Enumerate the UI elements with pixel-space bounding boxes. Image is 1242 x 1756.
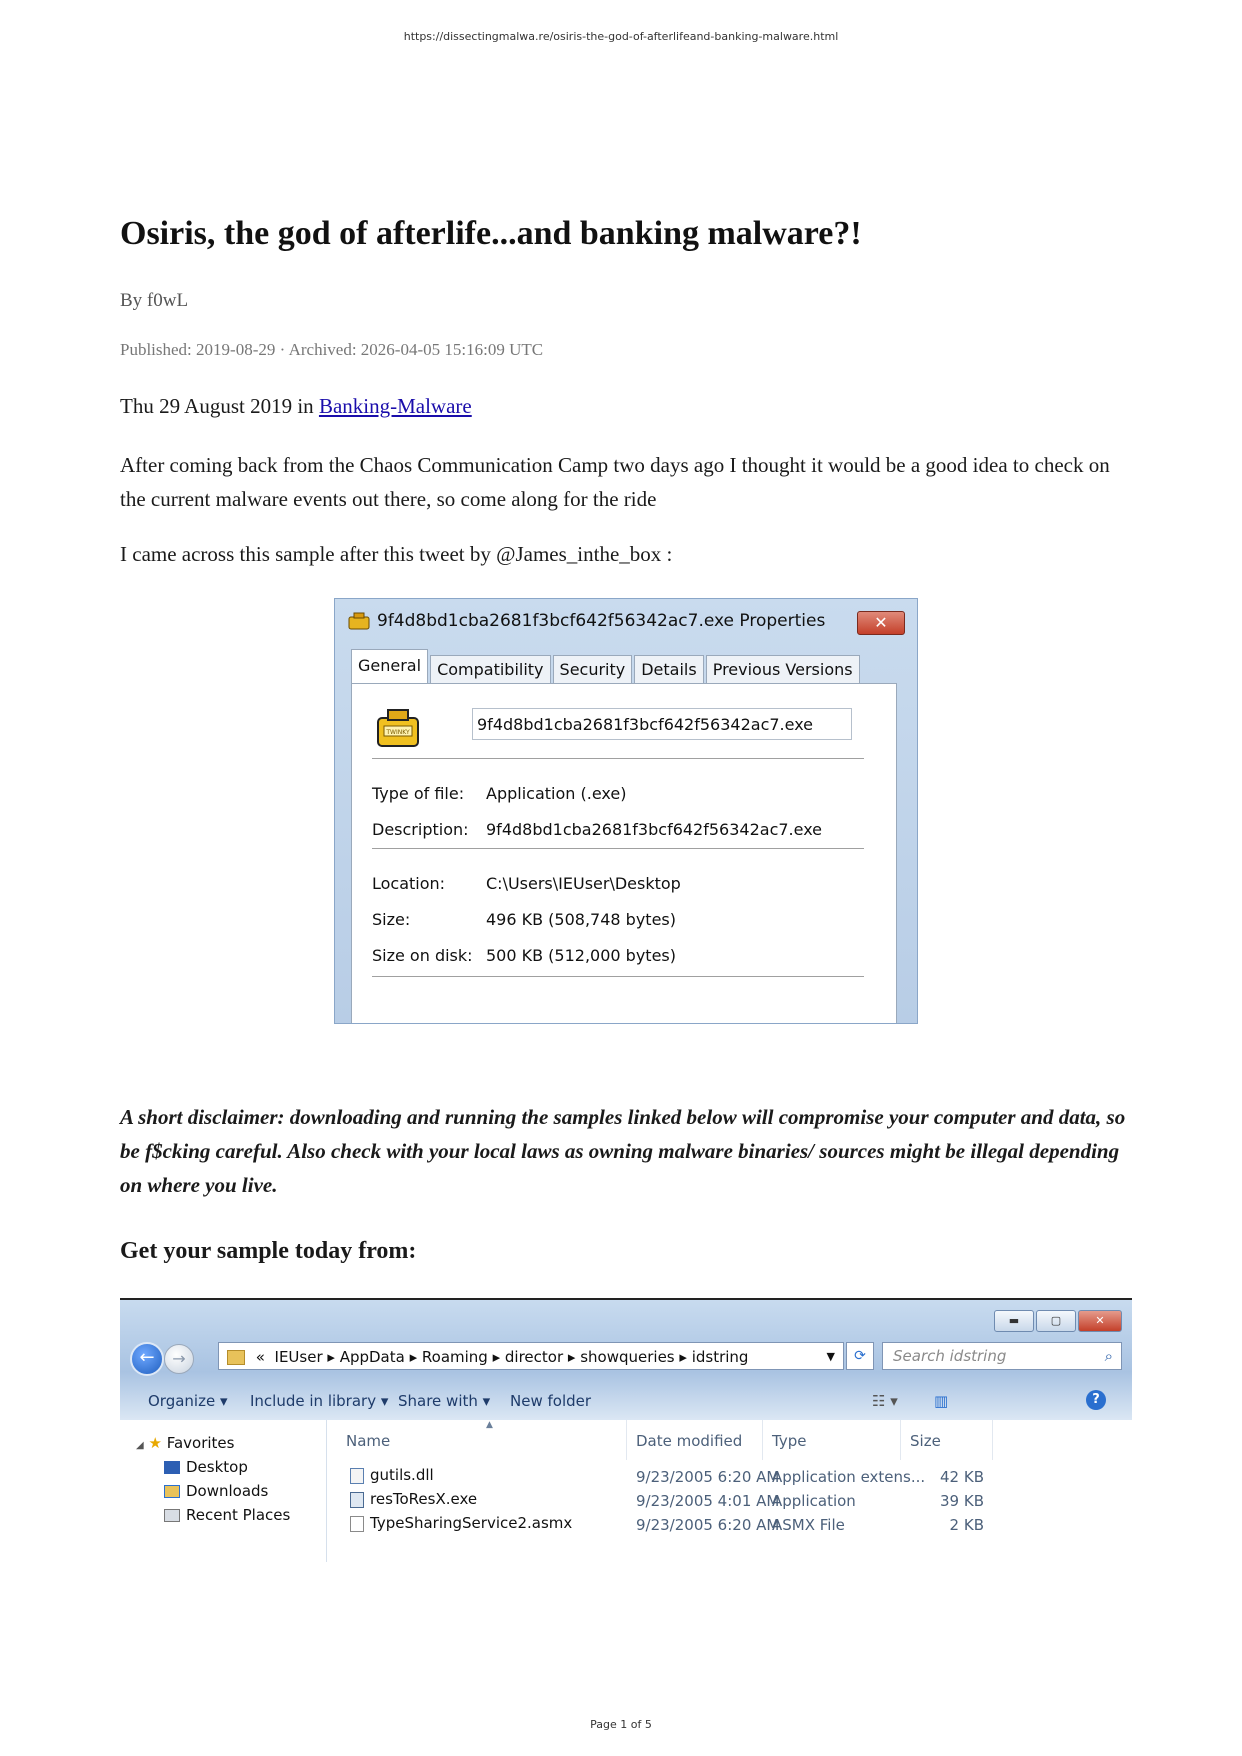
breadcrumb-ieuser[interactable]: IEUser [274,1348,323,1366]
file-type-icon [374,708,422,748]
help-icon[interactable]: ? [1086,1390,1106,1410]
new-folder-button[interactable]: New folder [510,1392,592,1410]
file-size: 42 KB [940,1468,984,1486]
size-value: 496 KB (508,748 bytes) [486,910,676,929]
forward-button[interactable]: → [164,1344,194,1374]
column-divider[interactable] [900,1420,901,1460]
column-size[interactable]: Size [910,1432,941,1450]
divider [372,848,864,849]
executable-icon [347,612,371,630]
properties-dialog-screenshot [334,598,918,1024]
file-date: 9/23/2005 6:20 AM [636,1516,780,1534]
file-type: Application extens... [772,1468,926,1486]
location-value: C:\Users\IEUser\Desktop [486,874,681,893]
file-type: Application [772,1492,856,1510]
share-with-menu[interactable]: Share with ▾ [398,1392,491,1410]
size-row [372,910,676,929]
file-date: 9/23/2005 6:20 AM [636,1468,780,1486]
article-dateline [120,394,472,419]
tab-previous-versions[interactable]: Previous Versions [706,655,860,686]
minimize-button[interactable]: ▬ [994,1310,1034,1332]
size-on-disk-label: Size on disk: [372,946,473,965]
tab-general[interactable]: General [351,649,428,690]
nav-label: Recent Places [186,1506,291,1524]
star-icon: ★ [148,1434,162,1452]
back-button[interactable]: ← [130,1342,164,1376]
maximize-button[interactable]: ▢ [1036,1310,1076,1332]
favorites-node[interactable] [136,1434,234,1452]
sort-ascending-icon: ▲ [486,1420,493,1430]
close-button[interactable]: ✕ [857,611,905,635]
type-label: Type of file: [372,784,465,803]
nav-item-downloads[interactable] [164,1482,268,1500]
size-on-disk-row [372,946,676,965]
desktop-icon [164,1461,180,1474]
favorites-label: Favorites [166,1434,235,1452]
article-meta: Published: 2019-08-29 · Archived: 2026-04-05 15:16:09 UTC [120,340,544,359]
refresh-icon[interactable]: ⟳ [846,1342,874,1370]
nav-label: Downloads [186,1482,269,1500]
type-row [372,784,626,803]
breadcrumb-roaming[interactable]: Roaming [421,1348,488,1366]
folder-icon [227,1350,245,1365]
size-label: Size: [372,910,411,929]
view-options-icon[interactable]: ☷ ▾ [872,1392,898,1410]
column-name[interactable]: Name [346,1432,391,1450]
file-type: ASMX File [772,1516,845,1534]
file-name-text: TypeSharingService2.asmx [370,1514,573,1532]
file-name-text: gutils.dll [370,1466,434,1484]
file-name[interactable] [350,1514,572,1532]
address-bar[interactable]: « IEUser ▸ AppData ▸ Roaming ▸ director ▸ showqueries ▸ idstring ▼ [218,1342,844,1370]
intro-paragraph: After coming back from the Chaos Communication Camp two days ago I thought it would be a good idea to check on the current malware events out there, so come along for the ride [120,453,1110,511]
article-byline: By f0wL [120,290,189,311]
exe-file-icon [350,1492,364,1508]
page-number: Page 1 of 5 [590,1718,652,1731]
date-text: Thu 29 August 2019 in [120,394,319,418]
search-icon[interactable]: ⌕ [1104,1347,1113,1365]
nav-item-desktop[interactable] [164,1458,248,1476]
breadcrumb-idstring[interactable]: idstring [691,1348,749,1366]
general-tab-panel [351,683,897,1024]
preview-pane-icon[interactable]: ▥ [934,1392,949,1410]
article-title: Osiris, the god of afterlife...and banking malware?! [120,215,862,252]
location-label: Location: [372,874,446,893]
recent-places-icon [164,1509,180,1522]
dll-file-icon [350,1468,364,1484]
navigation-pane [120,1420,327,1562]
chevron-down-icon[interactable]: ▼ [826,1350,835,1363]
column-divider[interactable] [626,1420,627,1460]
file-name-field[interactable]: 9f4d8bd1cba2681f3bcf642f56342ac7.exe [472,708,852,740]
divider [372,758,864,759]
window-close-button[interactable]: ✕ [1078,1310,1122,1332]
breadcrumb-showqueries[interactable]: showqueries [580,1348,675,1366]
column-type[interactable]: Type [772,1432,807,1450]
blank-file-icon [350,1516,364,1532]
category-link[interactable]: Banking-Malware [318,394,472,418]
dialog-title [347,611,825,631]
explorer-chrome [120,1300,1132,1420]
column-date-modified[interactable]: Date modified [636,1432,743,1450]
description-value: 9f4d8bd1cba2681f3bcf642f56342ac7.exe [486,820,823,839]
search-input[interactable] [882,1342,1122,1370]
divider [372,976,864,977]
dialog-title-text: 9f4d8bd1cba2681f3bcf642f56342ac7.exe Properties [377,611,826,631]
column-divider[interactable] [992,1420,993,1460]
file-size: 39 KB [940,1492,984,1510]
organize-menu[interactable]: Organize ▾ [148,1392,228,1410]
location-row [372,874,681,893]
tab-compatibility[interactable]: Compatibility [430,655,550,686]
breadcrumb-director[interactable]: director [504,1348,564,1366]
icon-label: TWINKY [386,729,410,736]
explorer-window-screenshot [120,1298,1132,1562]
expand-icon[interactable]: ◢ [136,1440,144,1451]
breadcrumb-appdata[interactable]: AppData [339,1348,405,1366]
file-name-text: resToResX.exe [370,1490,478,1508]
window-controls [994,1310,1122,1332]
tab-security[interactable]: Security [553,655,633,686]
file-name[interactable] [350,1490,477,1508]
tweet-paragraph: I came across this sample after this tweet by @James_inthe_box : [120,542,673,566]
nav-item-recent-places[interactable] [164,1506,290,1524]
address-overflow: « [255,1348,265,1366]
include-in-library-menu[interactable]: Include in library ▾ [250,1392,389,1410]
nav-label: Desktop [186,1458,248,1476]
type-value: Application (.exe) [486,784,627,803]
sample-heading: Get your sample today from: [120,1238,417,1264]
file-date: 9/23/2005 4:01 AM [636,1492,780,1510]
column-divider[interactable] [762,1420,763,1460]
description-row [372,820,822,839]
file-name[interactable] [350,1466,434,1484]
tab-details[interactable]: Details [634,655,703,686]
description-label: Description: [372,820,469,839]
downloads-icon [164,1485,180,1498]
file-size: 2 KB [949,1516,984,1534]
command-bar [120,1384,1132,1420]
disclaimer-paragraph: A short disclaimer: downloading and running the samples linked below will compromise your computer and data, so be f$cking careful. Also check with your local laws as owning malware binaries/ sources might be illegal depending on where you live. [120,1105,1126,1197]
file-list [326,1420,1132,1562]
search-placeholder: Search idstring [893,1347,1007,1365]
page-url: https://dissectingmalwa.re/osiris-the-god-of-afterlifeand-banking-malware.html [403,30,839,43]
size-on-disk-value: 500 KB (512,000 bytes) [486,946,676,965]
